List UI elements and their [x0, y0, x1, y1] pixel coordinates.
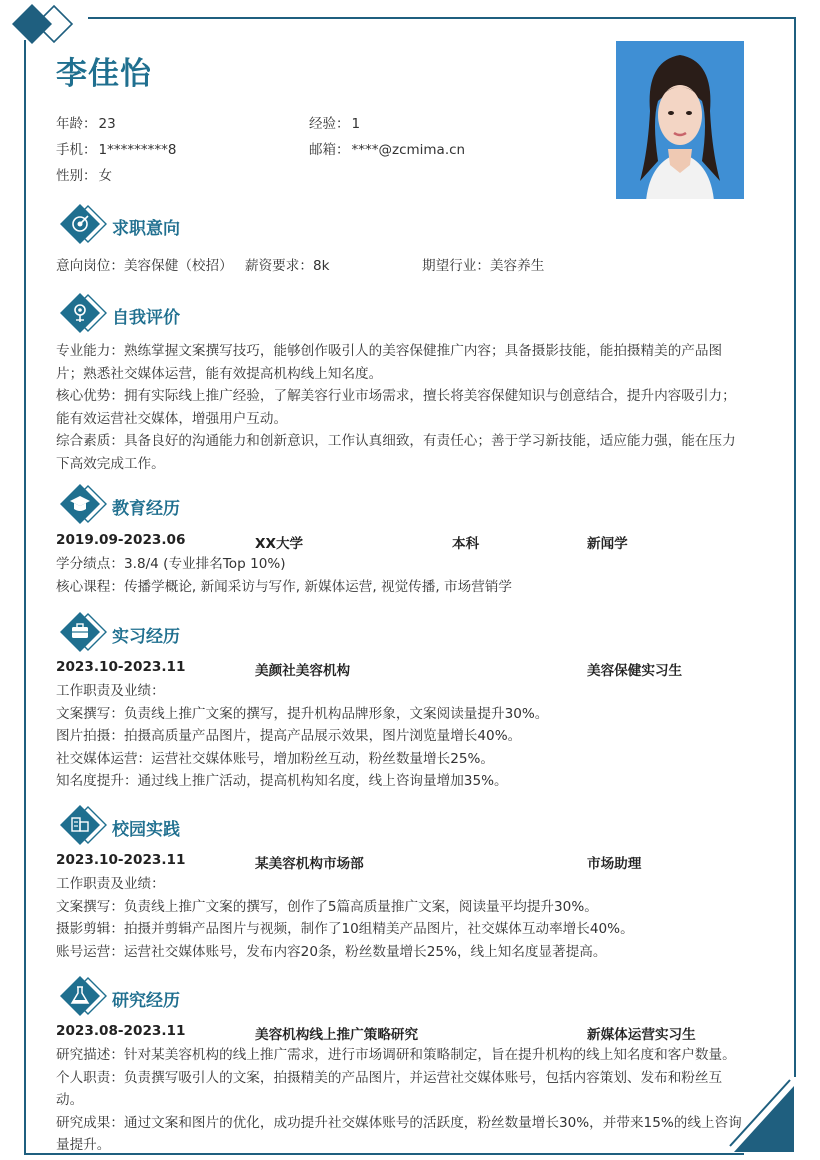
education-school: XX大学 [255, 536, 304, 552]
education-degree: 本科 [452, 536, 480, 552]
education-major: 新闻学 [587, 536, 628, 552]
research-line: 研究描述：针对某美容机构的线上推广需求，进行市场调研和策略制定，旨在提升机构的线上知名度和客户数量。 [56, 1047, 736, 1063]
age-label: 年龄： [56, 116, 97, 132]
education-body [56, 553, 776, 598]
campus-line: 摄影剪辑：拍摄并剪辑产品图片与视频，制作了10组精美产品图片，社交媒体互动率增长40%。 [56, 921, 634, 937]
intent-position: 意向岗位：美容保健（校招） [56, 258, 233, 274]
frame-top-line [88, 17, 796, 19]
frame-right-line [794, 17, 796, 1077]
research-line: 个人职责：负责撰写吸引人的文案，拍摄精美的产品图片，并运营社交媒体账号，包括内容策划、发布和粉丝互 [56, 1069, 723, 1086]
self-eval-line: 能有效运营社交媒体，增强用户互动。 [56, 410, 288, 427]
gender-row [56, 164, 112, 184]
research-line: 动。 [56, 1092, 84, 1108]
phone-value: 1*********8 [98, 142, 177, 158]
age-row [56, 112, 116, 132]
education-line: 学分绩点：3.8/4 (专业排名Top 10%) [56, 556, 286, 572]
profile-photo [616, 41, 744, 199]
flask-icon [58, 974, 110, 1018]
flower-icon [58, 291, 110, 335]
phone-row [56, 138, 176, 158]
campus-line: 账号运营：运营社交媒体账号，发布内容20条，粉丝数量增长25%，线上知名度显著提高。 [56, 943, 607, 960]
email-label: 邮箱： [309, 142, 350, 158]
experience-row [309, 112, 360, 132]
intent-industry: 期望行业：美容养生 [422, 258, 545, 274]
section-title-research: 研究经历 [112, 991, 180, 1011]
campus-line: 工作职责及业绩： [56, 876, 165, 892]
target-icon [58, 202, 110, 246]
self-eval-line: 片；熟悉社交媒体运营，能有效提高机构线上知名度。 [56, 365, 383, 382]
experience-value: 1 [351, 116, 361, 132]
section-title-intent: 求职意向 [112, 219, 180, 239]
research-role: 新媒体运营实习生 [587, 1027, 696, 1043]
internship-date: 2023.10-2023.11 [56, 659, 186, 675]
email-value: ****@zcmima.cn [351, 142, 466, 158]
self-eval-body [56, 340, 776, 475]
campus-role: 市场助理 [587, 856, 642, 872]
section-title-education: 教育经历 [112, 499, 180, 519]
education-line: 核心课程：传播学概论, 新闻采访与写作, 新媒体运营, 视觉传播, 市场营销学 [56, 578, 512, 595]
research-date: 2023.08-2023.11 [56, 1023, 186, 1039]
internship-role: 美容保健实习生 [587, 663, 683, 679]
internship-org: 美颜社美容机构 [255, 663, 351, 679]
experience-label: 经验： [309, 116, 350, 132]
section-title-self-eval: 自我评价 [112, 308, 180, 328]
gender-value: 女 [98, 168, 112, 184]
internship-line: 工作职责及业绩： [56, 683, 165, 699]
self-eval-line: 专业能力：熟练掌握文案撰写技巧，能够创作吸引人的美容保健推广内容；具备摄影技能，能拍摄精美的产品图 [56, 343, 723, 359]
internship-line: 图片拍摄：拍摄高质量产品图片，提高产品展示效果，图片浏览量增长40%。 [56, 728, 522, 744]
education-date: 2019.09-2023.06 [56, 532, 186, 548]
graduation-cap-icon [58, 482, 110, 526]
intent-salary: 薪资要求：8k [245, 258, 330, 274]
email-row [309, 138, 465, 158]
self-eval-line: 下高效完成工作。 [56, 455, 165, 472]
research-org: 美容机构线上推广策略研究 [255, 1027, 419, 1043]
phone-label: 手机： [56, 142, 97, 158]
frame-left-line [24, 40, 26, 1154]
gender-label: 性别： [56, 168, 97, 184]
self-eval-line: 综合素质：具备良好的沟通能力和创新意识，工作认真细致，有责任心；善于学习新技能，适应能力强，能在压力 [56, 433, 736, 449]
section-title-campus: 校园实践 [112, 820, 180, 840]
age-value: 23 [98, 116, 116, 132]
internship-line: 文案撰写：负责线上推广文案的撰写，提升机构品牌形象，文案阅读量提升30%。 [56, 705, 549, 722]
campus-body [56, 873, 776, 963]
briefcase-icon [58, 610, 110, 654]
corner-diamond-logo [8, 2, 78, 46]
campus-line: 文案撰写：负责线上推广文案的撰写，创作了5篇高质量推广文案，阅读量平均提升30%。 [56, 898, 598, 915]
section-title-internship: 实习经历 [112, 627, 180, 647]
campus-org: 某美容机构市场部 [255, 856, 364, 872]
research-line: 量提升。 [56, 1137, 111, 1153]
campus-date: 2023.10-2023.11 [56, 852, 186, 868]
internship-line: 知名度提升：通过线上推广活动，提高机构知名度，线上咨询量增加35%。 [56, 773, 508, 789]
building-icon [58, 803, 110, 847]
research-body [56, 1044, 776, 1157]
internship-line: 社交媒体运营：运营社交媒体账号，增加粉丝互动，粉丝数量增长25%。 [56, 750, 495, 767]
candidate-name: 李佳怡 [56, 56, 152, 92]
internship-body [56, 680, 776, 793]
self-eval-line: 核心优势：拥有实际线上推广经验，了解美容行业市场需求，擅长将美容保健知识与创意结合，提升内容吸引力； [56, 388, 736, 404]
research-line: 研究成果：通过文案和图片的优化，成功提升社交媒体账号的活跃度，粉丝数量增长30%，并带来15%的线上咨询 [56, 1114, 742, 1131]
